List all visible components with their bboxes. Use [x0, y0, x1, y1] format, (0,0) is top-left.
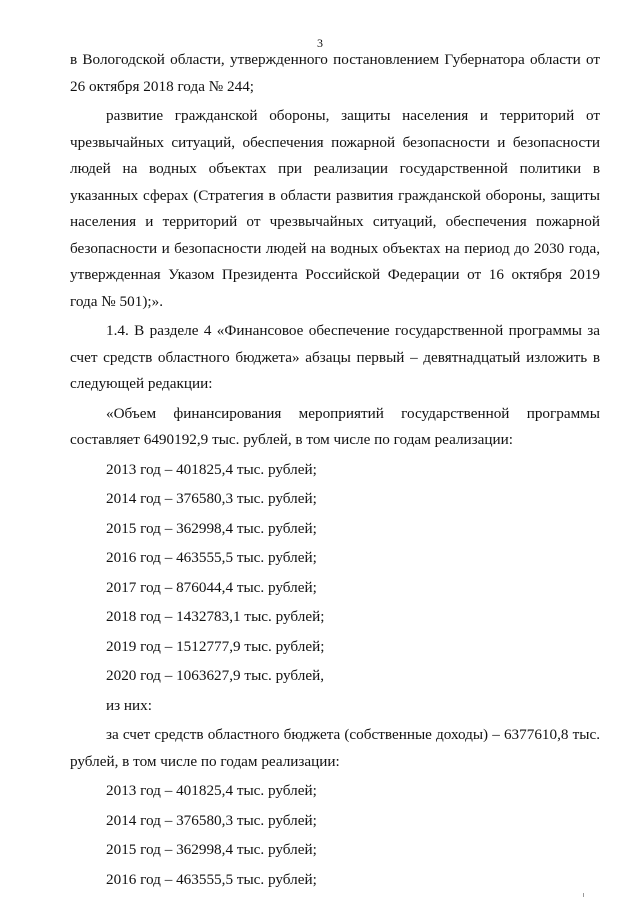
- paragraph-regional-budget: за счет средств областного бюджета (собственные доходы) – 6377610,8 тыс. рублей, в том числе по годам реализации:: [70, 726, 600, 770]
- page-number: 3: [317, 36, 323, 50]
- paragraph-section-4-amendment: 1.4. В разделе 4 «Финансовое обеспечение государственной программы за счет средств областного бюджета» абзацы первый – девятнадцатый изложить в следующей редакции:: [70, 322, 600, 392]
- paragraph-financing-total: «Объем финансирования мероприятий государственной программы составляет 6490192,9 тыс. рублей, в том числе по годам реализации:: [70, 404, 600, 448]
- paragraph-strategy-reference: в Вологодской области, утвержденного постановлением Губернатора области от 26 октября 2018 года № 244;: [70, 51, 600, 95]
- list-item: 2015 год – 362998,4 тыс. рублей;: [106, 519, 317, 537]
- document-body: [70, 47, 600, 893]
- list-item: 2018 год – 1432783,1 тыс. рублей;: [106, 608, 325, 625]
- list-item: 2020 год – 1063627,9 тыс. рублей,: [106, 667, 324, 684]
- list-item: 2016 год – 463555,5 тыс. рублей;: [106, 549, 317, 566]
- list-item: 2014 год – 376580,3 тыс. рублей;: [106, 490, 317, 507]
- list-item: 2015 год – 362998,4 тыс. рублей;: [106, 841, 317, 858]
- paragraph-from-them: из них:: [106, 696, 152, 714]
- list-item: 2013 год – 401825,4 тыс. рублей;: [106, 460, 317, 478]
- total-by-year-list: [70, 457, 600, 690]
- list-item: 2017 год – 876044,4 тыс. рублей;: [106, 578, 317, 596]
- regional-by-year-list: [70, 778, 600, 893]
- list-item: 2014 год – 376580,3 тыс. рублей;: [106, 811, 317, 829]
- paragraph-civil-defense: развитие гражданской обороны, защиты населения и территорий от чрезвычайных ситуаций, обеспечения пожарной безопасности и безопасности людей на водных объектах при реализации государственной политики в указанных сферах (Стратегия в области развития гражданской обороны, защиты населения и территорий от чрезвычайных ситуаций, обеспечения пожарной безопасности и безопасности людей на водных объектах на период до 2030 года, утвержденная Указом Президента Российской Федерации от 16 октября 2019 года № 501);».: [70, 107, 600, 310]
- list-item: 2016 год – 463555,5 тыс. рублей;: [106, 870, 317, 888]
- list-item: 2013 год – 401825,4 тыс. рублей;: [106, 782, 317, 799]
- list-item: 2019 год – 1512777,9 тыс. рублей;: [106, 637, 325, 655]
- scan-mark: [583, 893, 584, 897]
